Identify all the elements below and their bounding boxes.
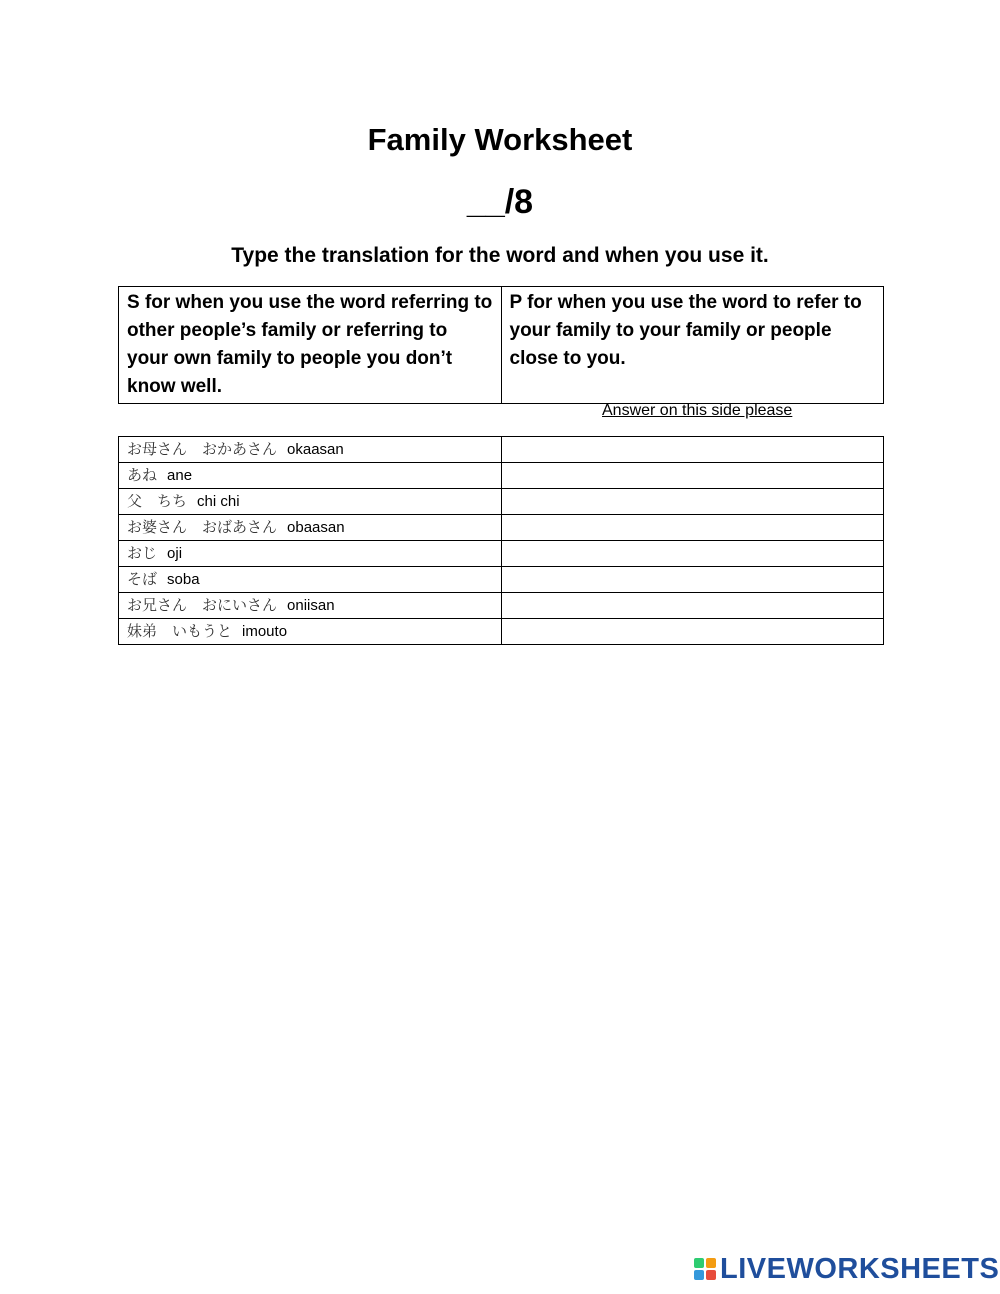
table-row bbox=[119, 619, 884, 645]
word-cell bbox=[119, 619, 502, 645]
romaji-word: okaasan bbox=[287, 441, 344, 458]
answer-field[interactable] bbox=[501, 541, 884, 567]
japanese-word: お母さん おかあさん bbox=[127, 440, 278, 458]
romaji-word: chi chi bbox=[197, 493, 240, 510]
japanese-word: 父 ちち bbox=[127, 492, 188, 510]
answer-field[interactable] bbox=[501, 463, 884, 489]
answer-field[interactable] bbox=[501, 567, 884, 593]
table-row bbox=[119, 463, 884, 489]
table-row bbox=[119, 593, 884, 619]
table-row bbox=[119, 437, 884, 463]
table-row bbox=[119, 567, 884, 593]
romaji-word: obaasan bbox=[287, 519, 345, 536]
word-cell bbox=[119, 593, 502, 619]
romaji-word: oji bbox=[167, 545, 183, 562]
vocabulary-table bbox=[118, 436, 884, 645]
word-cell bbox=[119, 489, 502, 515]
romaji-word: imouto bbox=[242, 623, 288, 640]
table-row bbox=[119, 489, 884, 515]
japanese-word: 妹弟 いもうと bbox=[127, 622, 233, 640]
brand-name: LIVEWORKSHEETS bbox=[720, 1253, 1000, 1285]
romaji-word: soba bbox=[167, 571, 200, 588]
legend-p-cell: P for when you use the word to refer to your family to your family or people close to you. bbox=[501, 287, 884, 404]
japanese-word: お婆さん おばあさん bbox=[127, 518, 278, 536]
japanese-word: おじ bbox=[127, 544, 158, 562]
instruction-text: Type the translation for the word and when you use it. bbox=[231, 244, 769, 267]
answer-field[interactable] bbox=[501, 619, 884, 645]
word-cell bbox=[119, 567, 502, 593]
answer-hint: Answer on this side please bbox=[602, 402, 793, 419]
table-row bbox=[119, 541, 884, 567]
legend-table bbox=[118, 286, 884, 404]
answer-field[interactable] bbox=[501, 437, 884, 463]
worksheet-title: Family Worksheet bbox=[367, 122, 633, 157]
score-indicator: __/8 bbox=[466, 183, 534, 221]
japanese-word: そば bbox=[127, 570, 158, 588]
romaji-word: oniisan bbox=[287, 597, 335, 614]
legend-s-cell: S for when you use the word referring to other people’s family or referring to your own family to people you don’t know well. bbox=[119, 287, 502, 404]
word-cell bbox=[119, 541, 502, 567]
word-cell bbox=[119, 515, 502, 541]
answer-field[interactable] bbox=[501, 489, 884, 515]
word-cell bbox=[119, 463, 502, 489]
liveworksheets-mark-icon bbox=[694, 1258, 716, 1280]
table-row bbox=[119, 515, 884, 541]
japanese-word: お兄さん おにいさん bbox=[127, 596, 278, 614]
answer-field[interactable] bbox=[501, 515, 884, 541]
romaji-word: ane bbox=[167, 467, 193, 484]
liveworksheets-logo bbox=[694, 1252, 999, 1286]
word-cell bbox=[119, 437, 502, 463]
answer-field[interactable] bbox=[501, 593, 884, 619]
japanese-word: あね bbox=[127, 466, 158, 484]
